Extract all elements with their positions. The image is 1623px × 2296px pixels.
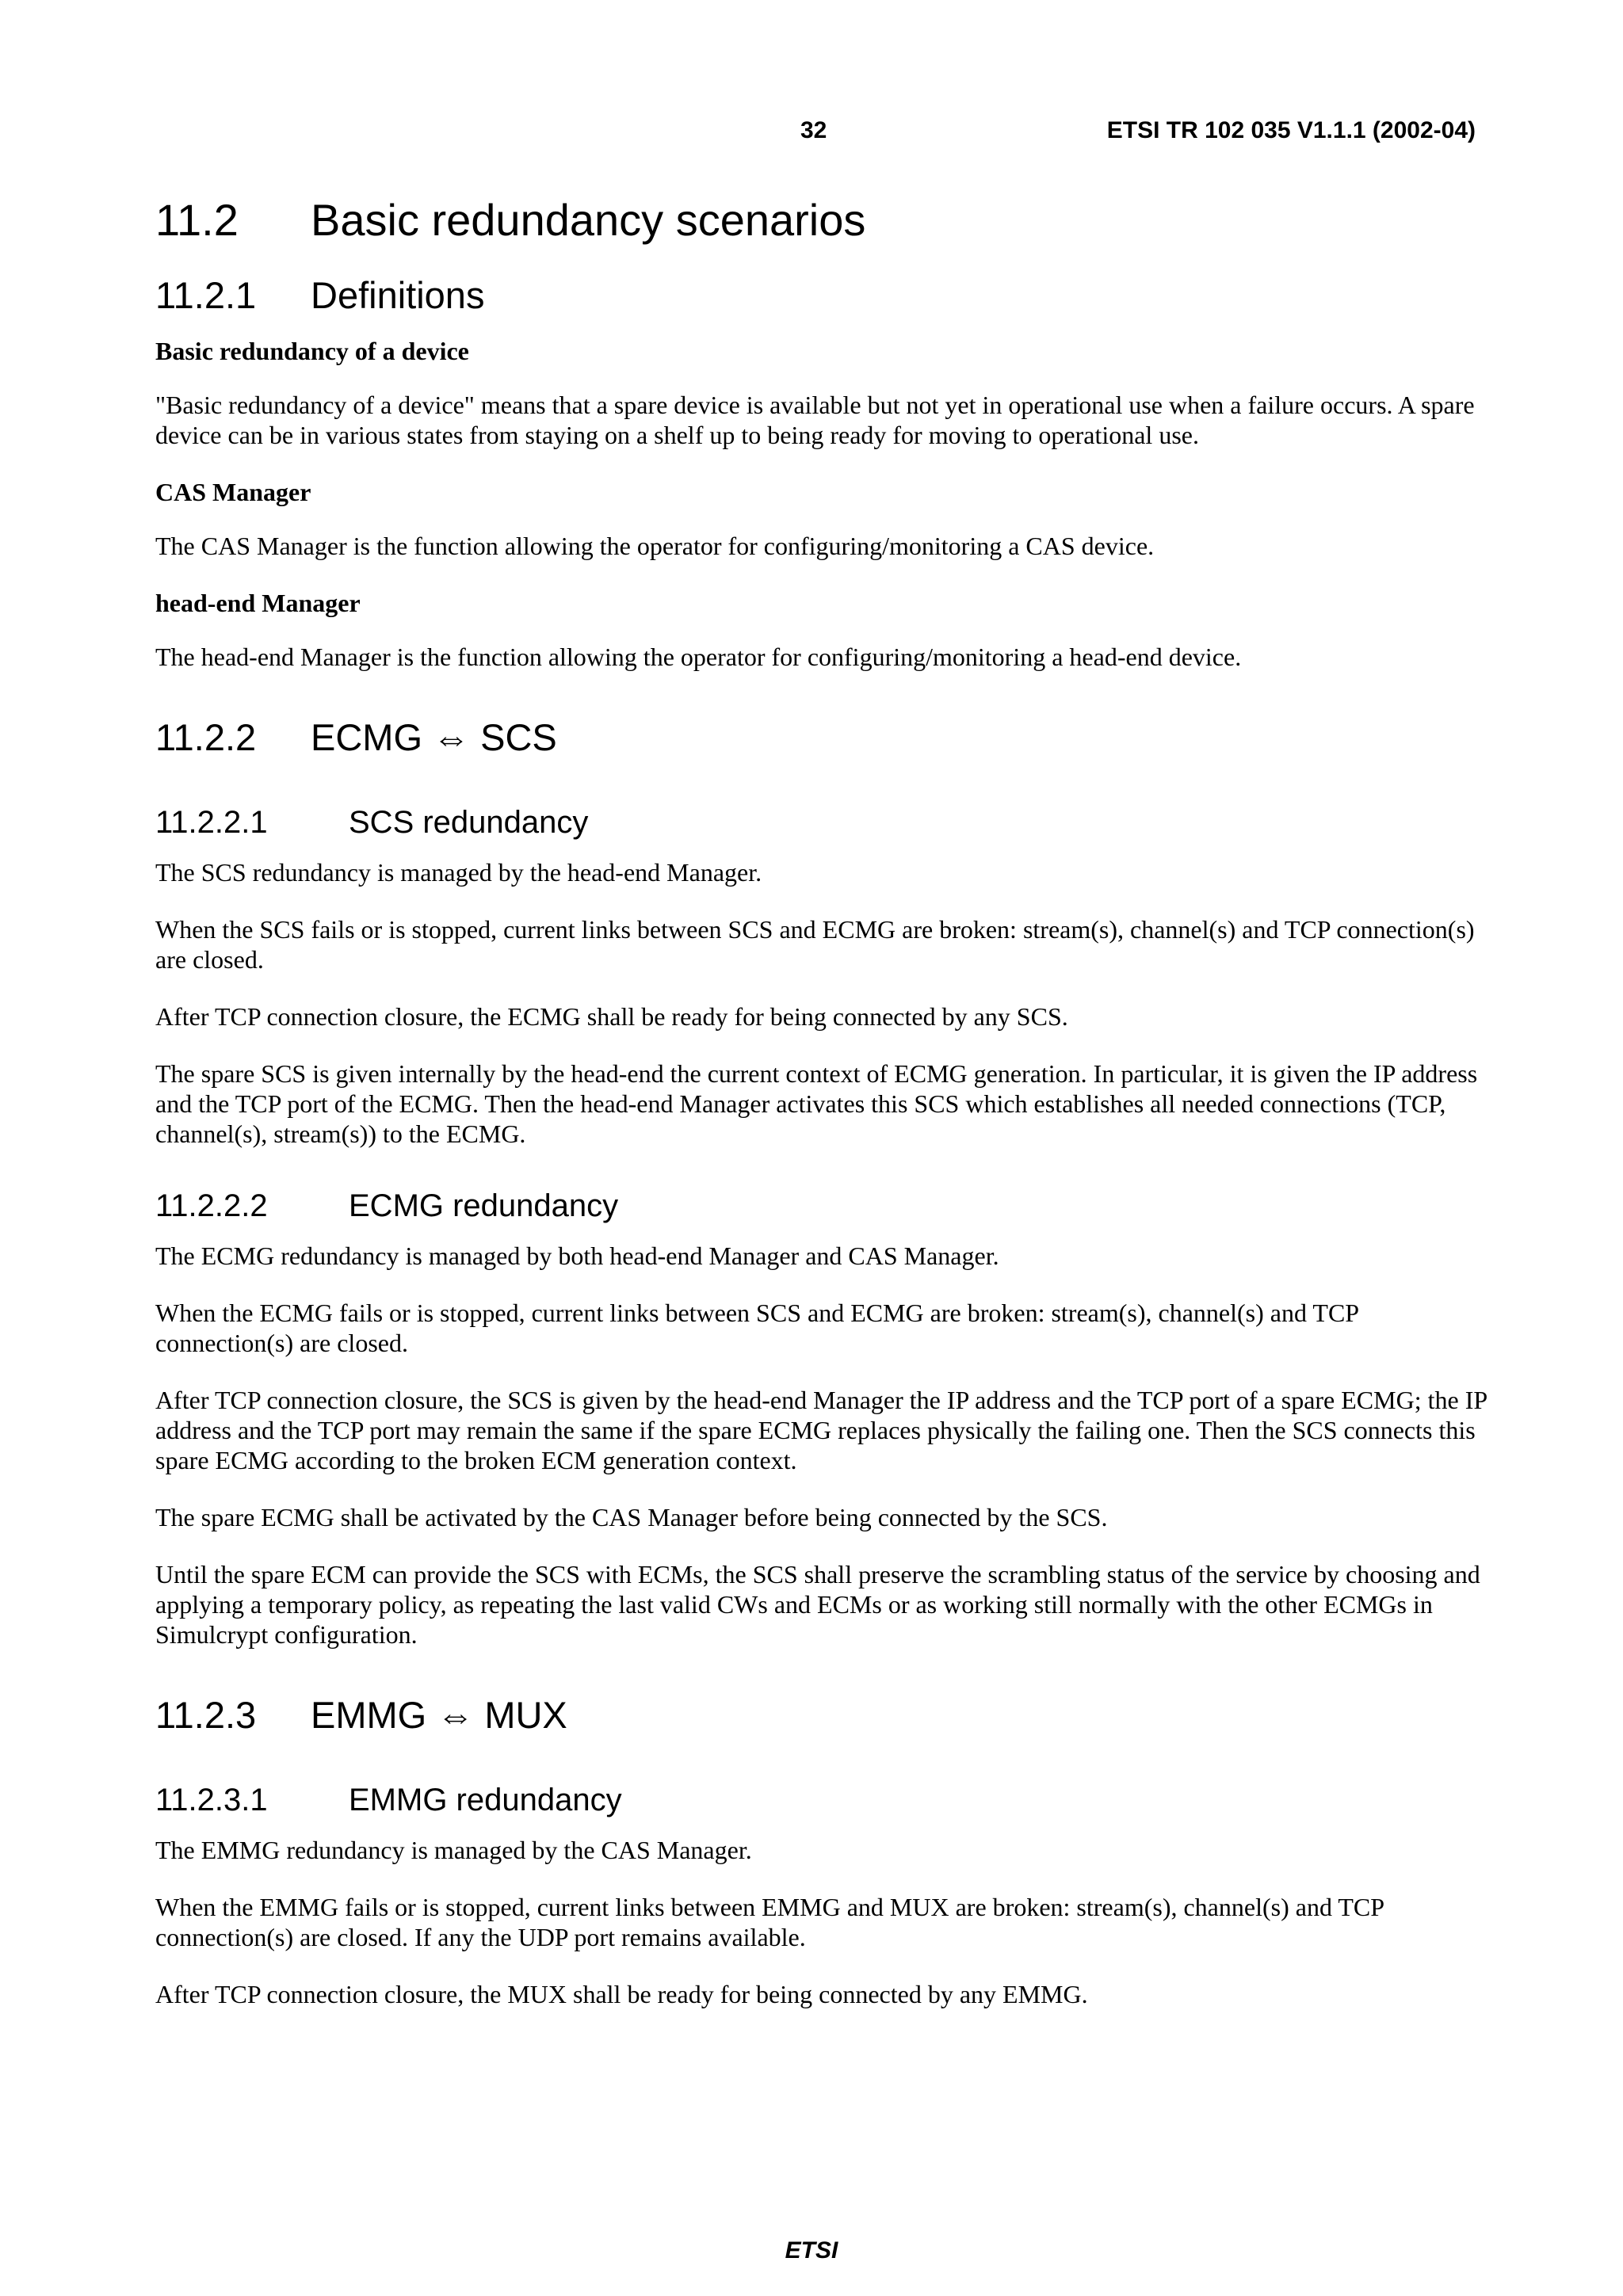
paragraph: Until the spare ECM can provide the SCS with ECMs, the SCS shall preserve the scrambling status of the service by choosing and applying a temporary policy, as repeating the last valid CWs and ECMs or as working still normally with the other ECMGs in Simulcrypt configuration. (155, 1560, 1480, 1649)
heading-11-2-3 (155, 1688, 1487, 1743)
heading-title: Basic redundancy scenarios (311, 195, 866, 245)
heading-11-2-1 (155, 268, 1487, 323)
heading-title: Definitions (311, 274, 485, 316)
heading-title: ECMG redundancy (349, 1188, 619, 1223)
heading-title: EMMG redundancy (349, 1783, 622, 1817)
heading-number: 11.2.1 (155, 274, 257, 316)
paragraph: The spare SCS is given internally by the head-end the current context of ECMG generation. In particular, it is given the IP address and the TCP port of the ECMG. Then the head-end Manager activates this SCS which establishes all needed connections (TCP, channel(s), stream(s)) to the ECMG. (155, 1059, 1478, 1148)
paragraph: When the EMMG fails or is stopped, current links between EMMG and MUX are broken: stream(s), channel(s) and TCP connection(s) are closed. If any the UDP port remains available. (155, 1893, 1384, 1951)
heading-number: 11.2 (155, 195, 239, 245)
document-reference: ETSI TR 102 035 V1.1.1 (2002-04) (1106, 117, 1476, 143)
heading-number: 11.2.2.1 (155, 805, 268, 840)
page-number: 32 (800, 117, 827, 143)
definition-text: The head-end Manager is the function allowing the operator for configuring/monitoring a head-end device. (155, 643, 1242, 671)
heading-11-2-2-2 (155, 1182, 1487, 1230)
heading-11-2-2-1 (155, 799, 1487, 846)
paragraph: The EMMG redundancy is managed by the CAS Manager. (155, 1836, 752, 1864)
page-content (155, 189, 1487, 2036)
paragraph: After TCP connection closure, the ECMG shall be ready for being connected by any SCS. (155, 1002, 1068, 1031)
heading-number: 11.2.3.1 (155, 1783, 268, 1817)
paragraph: The spare ECMG shall be activated by the CAS Manager before being connected by the SCS. (155, 1503, 1108, 1531)
definition-term: CAS Manager (155, 478, 311, 506)
definition-text: "Basic redundancy of a device" means that a spare device is available but not yet in operational use when a failure occurs. A spare device can be in various states from staying on a shelf up to being ready for moving to operational use. (155, 391, 1475, 449)
paragraph: When the SCS fails or is stopped, current links between SCS and ECMG are broken: stream(s), channel(s) and TCP connection(s) are closed. (155, 915, 1475, 974)
heading-title: SCS redundancy (349, 805, 589, 840)
heading-number: 11.2.2 (155, 716, 257, 758)
paragraph: After TCP connection closure, the MUX shall be ready for being connected by any EMMG. (155, 1980, 1088, 2008)
paragraph: After TCP connection closure, the SCS is given by the head-end Manager the IP address and the TCP port of a spare ECMG; the IP address and the TCP port may remain the same if the spare ECMG replaces physically the failing one. Then the SCS connects this spare ECMG according to the broken ECM generation context. (155, 1386, 1487, 1474)
paragraph: When the ECMG fails or is stopped, current links between SCS and ECMG are broken: stream(s), channel(s) and TCP connection(s) are closed. (155, 1299, 1358, 1357)
heading-11-2-2 (155, 710, 1487, 765)
definition-text: The CAS Manager is the function allowing the operator for configuring/monitoring a CAS device. (155, 532, 1155, 560)
paragraph: The SCS redundancy is managed by the head-end Manager. (155, 858, 762, 887)
paragraph: The ECMG redundancy is managed by both head-end Manager and CAS Manager. (155, 1241, 999, 1270)
definition-term: head-end Manager (155, 589, 361, 617)
heading-11-2 (155, 189, 1487, 252)
definition-term: Basic redundancy of a device (155, 337, 469, 365)
heading-title: ECMG ⇔ SCS (311, 716, 557, 758)
footer-etsi: ETSI (785, 2237, 838, 2264)
heading-11-2-3-1 (155, 1776, 1487, 1824)
heading-title: EMMG ⇔ MUX (311, 1694, 567, 1736)
heading-number: 11.2.3 (155, 1694, 257, 1736)
heading-number: 11.2.2.2 (155, 1188, 268, 1223)
